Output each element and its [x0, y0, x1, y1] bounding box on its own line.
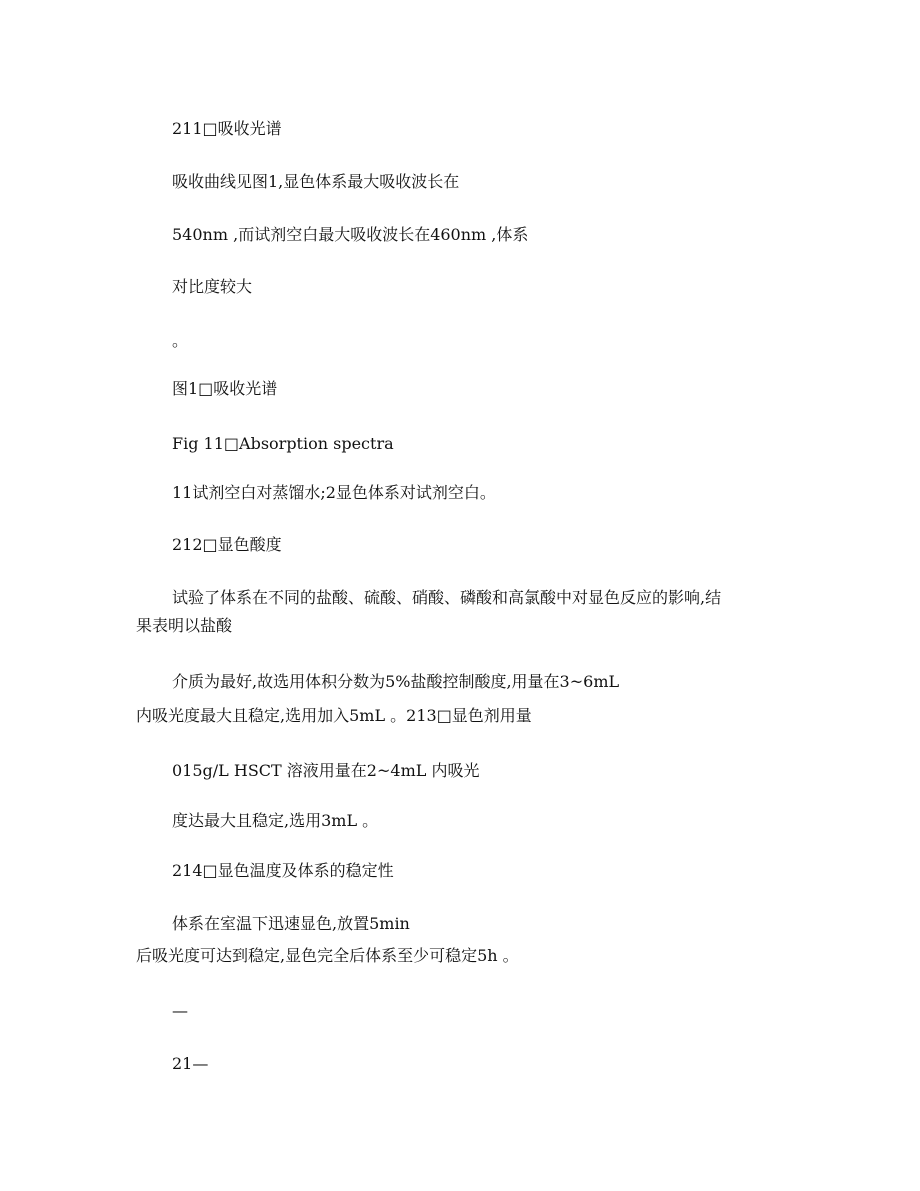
paragraph-line: 体系在室温下迅速显色,放置5min — [172, 914, 410, 933]
figure-caption-cn: 图1□吸收光谱 — [172, 379, 278, 398]
paragraph-line: 。 — [172, 331, 189, 350]
paragraph-line: 对比度较大 — [172, 277, 253, 296]
paragraph-line: 果表明以盐酸 — [136, 616, 233, 635]
paragraph-line: 015g/L HSCT 溶液用量在2~4mL 内吸光 — [172, 761, 480, 780]
paragraph-line: 后吸光度可达到稳定,显色完全后体系至少可稳定5h 。 — [136, 946, 519, 965]
paragraph-line: 吸收曲线见图1,显色体系最大吸收波长在 — [172, 172, 460, 191]
paragraph-line: 540nm ,而试剂空白最大吸收波长在460nm ,体系 — [172, 225, 529, 244]
paragraph-line: 试验了体系在不同的盐酸、硫酸、硝酸、磷酸和高氯酸中对显色反应的影响,结 — [172, 588, 722, 607]
paragraph-line: 介质为最好,故选用体积分数为5%盐酸控制酸度,用量在3~6mL — [172, 672, 620, 691]
section-heading-absorption-spectrum: 211□吸收光谱 — [172, 119, 282, 138]
figure-caption-en: Fig 11□Absorption spectra — [172, 434, 394, 453]
section-heading-acidity: 212□显色酸度 — [172, 535, 282, 554]
figure-legend: 11试剂空白对蒸馏水;2显色体系对试剂空白。 — [172, 483, 496, 502]
paragraph-line: 内吸光度最大且稳定,选用加入5mL 。213□显色剂用量 — [136, 706, 532, 725]
dash-separator: — — [172, 1001, 188, 1020]
paragraph-line: 度达最大且稳定,选用3mL 。 — [172, 811, 379, 830]
page-number: 21— — [172, 1054, 209, 1073]
section-heading-temperature-stability: 214□显色温度及体系的稳定性 — [172, 861, 394, 880]
